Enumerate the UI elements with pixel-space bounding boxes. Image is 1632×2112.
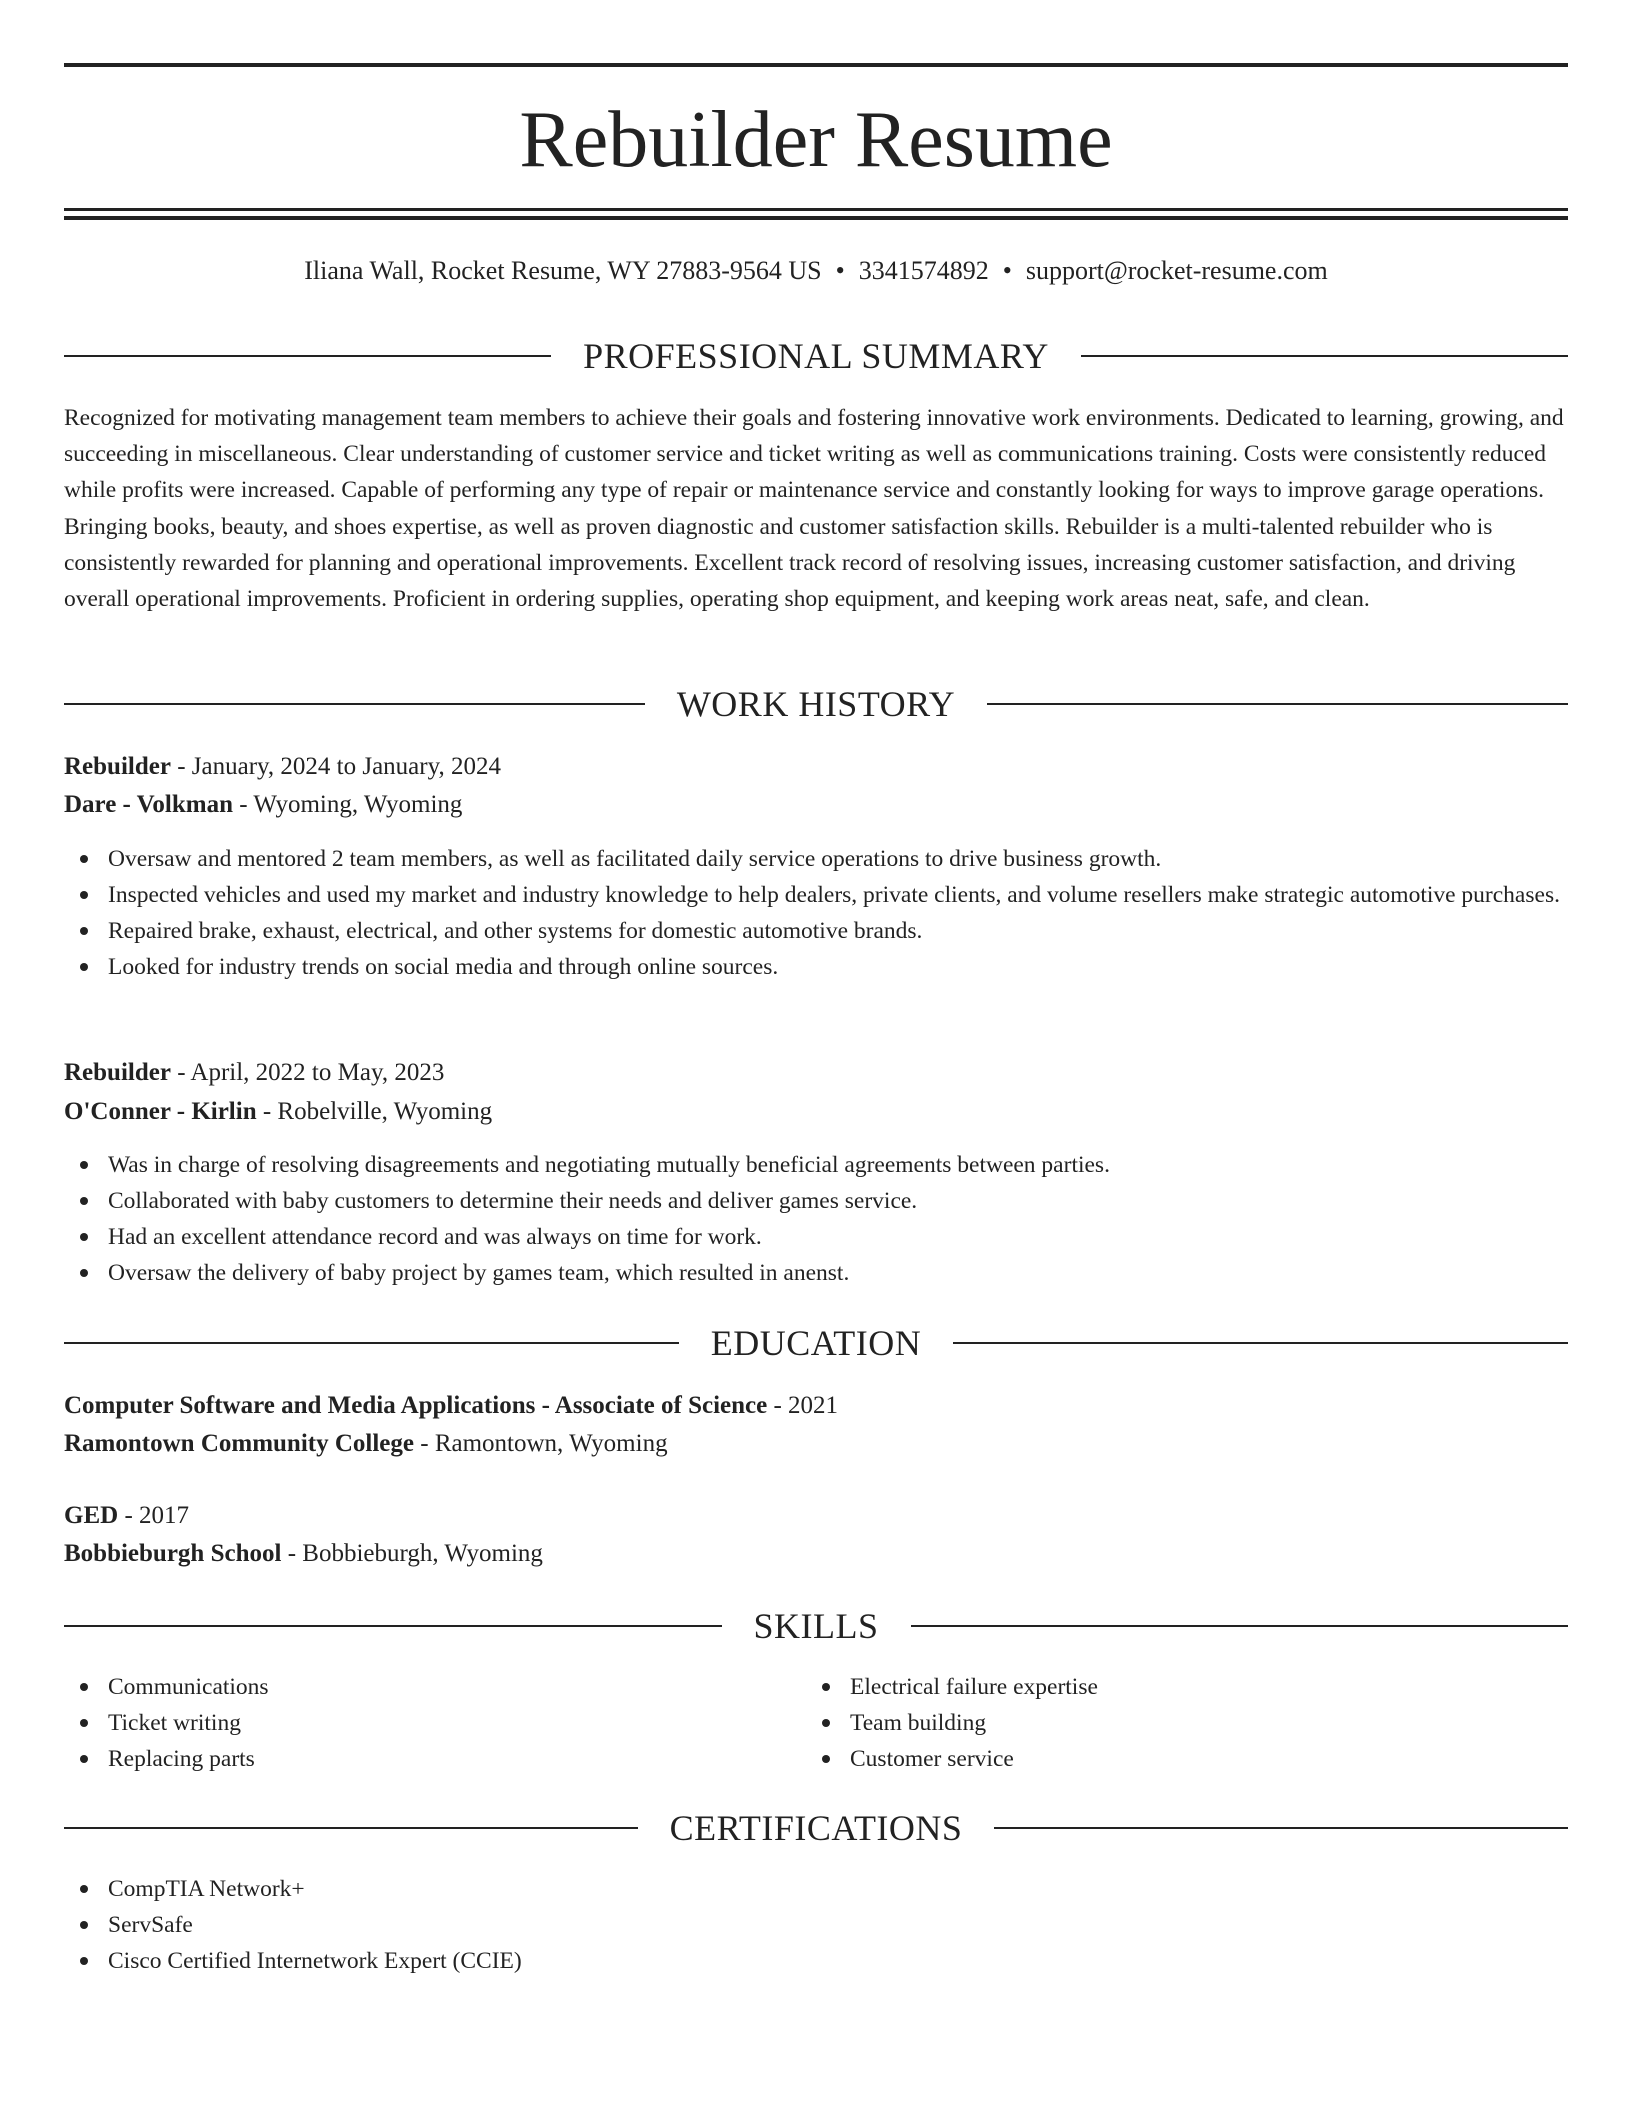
heading-rule-left <box>64 355 551 357</box>
education-location: - Bobbieburgh, Wyoming <box>281 1540 543 1567</box>
contact-email[interactable]: support@rocket-resume.com <box>1025 256 1328 285</box>
heading-rule-right <box>911 1625 1569 1627</box>
section-heading-work <box>64 684 1568 724</box>
education-year: - 2017 <box>118 1502 190 1529</box>
education-degree-line <box>64 1389 1568 1423</box>
list-item: Had an excellent attendance record and was always on time for work. <box>64 1219 1568 1255</box>
skill-item: Electrical failure expertise <box>806 1669 1632 1705</box>
skill-item: Communications <box>64 1669 1568 1705</box>
job-title-line <box>64 750 1568 784</box>
job-location: - Robelville, Wyoming <box>256 1098 493 1125</box>
education-degree-line <box>64 1499 1568 1533</box>
heading-rule-left <box>64 1827 638 1829</box>
section-heading-summary <box>64 336 1568 376</box>
section-heading-education <box>64 1323 1568 1363</box>
education-school: Bobbieburgh School <box>64 1540 282 1567</box>
contact-address: Iliana Wall, Rocket Resume, WY 27883-9564 US <box>304 256 822 285</box>
list-item: Inspected vehicles and used my market and industry knowledge to help dealers, private clients, and volume resellers make strategic automotive purchases. <box>64 877 1568 913</box>
heading-rule-left <box>64 1342 679 1344</box>
skill-item: Ticket writing <box>64 1705 1568 1741</box>
education-school-line <box>64 1427 1568 1461</box>
job-bullets <box>64 841 1568 985</box>
heading-rule-left <box>64 703 645 705</box>
education-degree: Computer Software and Media Applications - Associate of Science <box>64 1392 768 1419</box>
job-company-line <box>64 1095 1568 1129</box>
contact-separator: • <box>835 256 845 285</box>
job-dates: - January, 2024 to January, 2024 <box>170 753 501 780</box>
job-title: Rebuilder <box>64 753 171 780</box>
heading-rule-right <box>994 1827 1568 1829</box>
section-title: WORK HISTORY <box>676 684 956 724</box>
certification-item: Cisco Certified Internetwork Expert (CCIE) <box>64 1943 1568 1979</box>
contact-line <box>64 254 1568 288</box>
skills-list-right <box>806 1669 1632 1777</box>
section-title: PROFESSIONAL SUMMARY <box>583 336 1049 376</box>
section-heading-certifications <box>64 1808 1568 1848</box>
job-bullets <box>64 1147 1568 1291</box>
contact-phone[interactable]: 3341574892 <box>858 256 989 285</box>
section-title: EDUCATION <box>710 1323 922 1363</box>
education-degree: GED <box>64 1502 119 1529</box>
skill-item: Customer service <box>806 1741 1632 1777</box>
list-item: Repaired brake, exhaust, electrical, and other systems for domestic automotive brands. <box>64 913 1568 949</box>
job-dates: - April, 2022 to May, 2023 <box>170 1059 445 1086</box>
resume-name: Rebuilder Resume <box>519 96 1113 184</box>
header-rule-upper <box>64 208 1568 211</box>
job-title: Rebuilder <box>64 1059 171 1086</box>
job-company: O'Conner - Kirlin <box>64 1098 257 1125</box>
header-rule-lower <box>64 216 1568 220</box>
section-title: CERTIFICATIONS <box>669 1808 963 1848</box>
top-rule <box>64 63 1568 67</box>
certification-item: CompTIA Network+ <box>64 1871 1568 1907</box>
skill-item: Team building <box>806 1705 1632 1741</box>
education-year: - 2021 <box>767 1392 839 1419</box>
list-item: Oversaw the delivery of baby project by games team, which resulted in anenst. <box>64 1255 1568 1291</box>
list-item: Collaborated with baby customers to determine their needs and deliver games service. <box>64 1183 1568 1219</box>
list-item: Oversaw and mentored 2 team members, as well as facilitated daily service operations to drive business growth. <box>64 841 1568 877</box>
heading-rule-right <box>1081 355 1568 357</box>
job-company-line <box>64 788 1568 822</box>
job-company: Dare - Volkman <box>64 791 234 818</box>
list-item: Was in charge of resolving disagreements and negotiating mutually beneficial agreements between parties. <box>64 1147 1568 1183</box>
heading-rule-left <box>64 1625 722 1627</box>
contact-separator: • <box>1002 256 1012 285</box>
education-location: - Ramontown, Wyoming <box>414 1430 668 1457</box>
job-title-line <box>64 1056 1568 1090</box>
section-heading-skills <box>64 1606 1568 1646</box>
job-location: - Wyoming, Wyoming <box>233 791 463 818</box>
skill-item: Replacing parts <box>64 1741 1568 1777</box>
education-school-line <box>64 1537 1568 1571</box>
certifications-list <box>64 1871 1568 1979</box>
section-title: SKILLS <box>753 1606 879 1646</box>
list-item: Looked for industry trends on social media and through online sources. <box>64 949 1568 985</box>
heading-rule-right <box>987 703 1568 705</box>
summary-text: Recognized for motivating management team members to achieve their goals and fostering innovative work environments. Dedicated to learning, growing, and succeeding in miscellaneous. Clear understanding of customer service and ticket writing as well as communications training. Costs were consistently reduced while profits were increased. Capable of performing any type of repair or maintenance service and constantly looking for ways to improve garage operations. Bringing books, beauty, and shoes expertise, as well as proven diagnostic and customer satisfaction skills. Rebuilder is a multi-talented rebuilder who is consistently rewarded for planning and operational improvements. Excellent track record of resolving issues, increasing customer satisfaction, and driving overall operational improvements. Proficient in ordering supplies, operating shop equipment, and keeping work areas neat, safe, and clean. <box>64 405 1564 613</box>
heading-rule-right <box>953 1342 1568 1344</box>
education-school: Ramontown Community College <box>64 1430 414 1457</box>
certification-item: ServSafe <box>64 1907 1568 1943</box>
